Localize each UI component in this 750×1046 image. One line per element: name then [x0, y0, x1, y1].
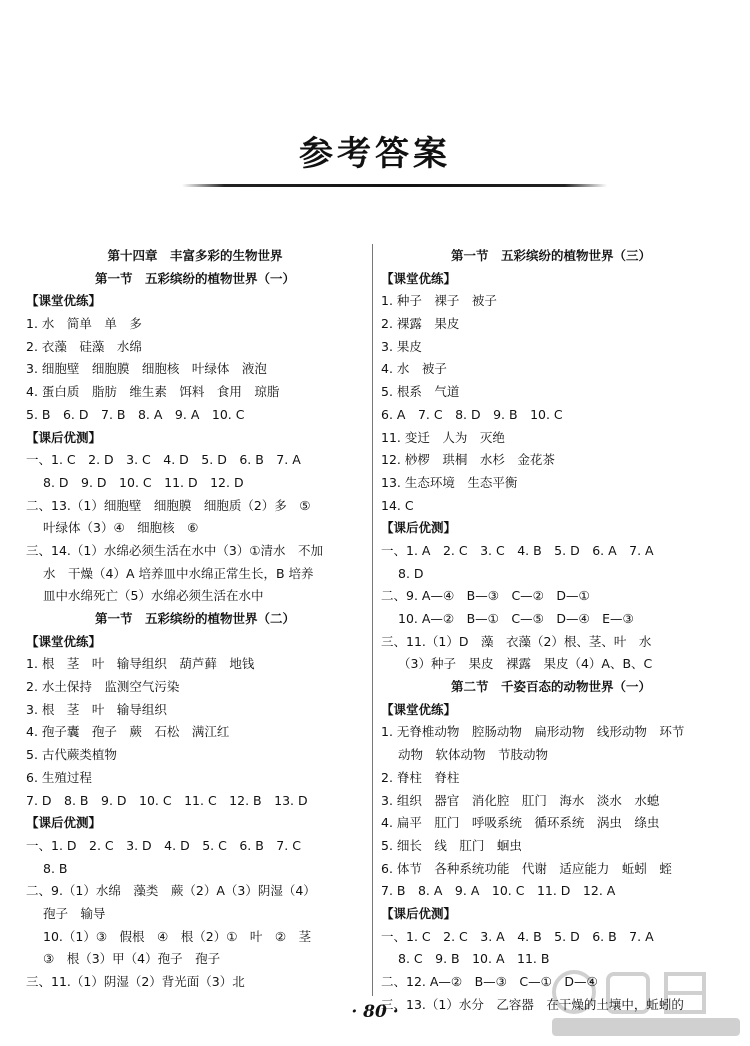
left-column: [26, 245, 364, 994]
right-answer-line: 7. B 8. A 9. A 10. C 11. D 12. A: [381, 883, 616, 899]
left-subheading: 【课后优测】: [26, 429, 102, 445]
right-answer-line: 5. 根系 气道: [381, 384, 460, 400]
left-answer-line: 水 干燥（4）A 培养皿中水绵正常生长，B 培养: [43, 565, 314, 581]
page-title: 参考答案: [299, 134, 451, 174]
left-subheading: 【课堂优练】: [26, 633, 102, 649]
right-subheading: 【课后优测】: [381, 520, 457, 536]
right-answer-line: 2. 裸露 果皮: [381, 316, 460, 332]
right-answer-line: 5. 细长 线 肛门 蛔虫: [381, 837, 522, 853]
left-answer-line: 1. 水 简单 单 多: [26, 316, 142, 332]
right-answer-line: 6. A 7. C 8. D 9. B 10. C: [381, 406, 563, 422]
left-section-heading: 第一节 五彩缤纷的植物世界（一）: [94, 270, 295, 286]
left-answer-line: 一、1. D 2. C 3. D 4. D 5. C 6. B 7. C: [26, 837, 301, 853]
right-answer-line: 一、1. A 2. C 3. C 4. B 5. D 6. A 7. A: [381, 542, 654, 558]
left-answer-line: 5. B 6. D 7. B 8. A 9. A 10. C: [26, 406, 245, 422]
left-answer-line: 孢子 输导: [43, 905, 106, 921]
right-answer-line: 12. 桫椤 珙桐 水杉 金花茶: [381, 452, 555, 468]
left-answer-line: 3. 细胞壁 细胞膜 细胞核 叶绿体 液泡: [26, 361, 267, 377]
right-subheading: 【课堂优练】: [381, 701, 457, 717]
left-answer-line: 10.（1）③ 假根 ④ 根（2）① 叶 ② 茎: [43, 928, 312, 944]
left-answer-line: 二、9.（1）水绵 藻类 蕨（2）A（3）阴湿（4）: [26, 883, 316, 899]
left-section-heading: 第十四章 丰富多彩的生物世界: [107, 248, 283, 263]
right-answer-line: 3. 果皮: [381, 338, 422, 354]
right-answer-line: 4. 水 被子: [381, 361, 447, 377]
left-answer-line: ③ 根（3）甲（4）孢子 孢子: [43, 951, 221, 967]
left-answer-line: 1. 根 茎 叶 输导组织 葫芦藓 地钱: [26, 656, 255, 672]
title-underline: [182, 184, 607, 187]
left-answer-line: 二、13.（1）细胞壁 细胞膜 细胞质（2）多 ⑤: [26, 497, 311, 513]
right-answer-line: 2. 脊柱 脊柱: [381, 769, 460, 785]
right-answer-line: 8. D: [398, 565, 424, 581]
column-divider: [372, 244, 373, 996]
left-answer-line: 5. 古代蕨类植物: [26, 747, 117, 763]
left-answer-line: 叶绿体（3）④ 细胞核 ⑥: [43, 520, 199, 536]
right-answer-line: 4. 扁平 肛门 呼吸系统 循环系统 涡虫 绦虫: [381, 815, 660, 831]
right-subheading: 【课后优测】: [381, 905, 457, 921]
right-subheading: 【课堂优练】: [381, 270, 457, 286]
right-answer-line: （3）种子 果皮 裸露 果皮（4）A、B、C: [398, 656, 653, 672]
left-answer-line: 8. D 9. D 10. C 11. D 12. D: [43, 474, 244, 490]
left-answer-line: 3. 根 茎 叶 输导组织: [26, 701, 167, 717]
right-answer-line: 二、9. A—④ B—③ C—② D—①: [381, 588, 590, 604]
left-answer-line: 6. 生殖过程: [26, 769, 92, 785]
left-subheading: 【课堂优练】: [26, 293, 102, 309]
right-answer-line: 三、11.（1）D 藻 衣藻（2）根、茎、叶 水: [381, 633, 652, 649]
right-answer-line: 14. C: [381, 497, 414, 513]
page-number: · 80 ·: [351, 1002, 399, 1022]
right-answer-line: 10. A—② B—① C—⑤ D—④ E—③: [398, 611, 634, 626]
right-answer-line: 1. 种子 裸子 被子: [381, 293, 497, 309]
right-answer-line: 动物 软体动物 节肢动物: [398, 747, 549, 763]
right-answer-line: 8. C 9. B 10. A 11. B: [398, 951, 550, 967]
left-section-heading: 第一节 五彩缤纷的植物世界（二）: [94, 611, 295, 626]
right-section-heading: 第二节 千姿百态的动物世界（一）: [450, 679, 651, 695]
left-answer-line: 一、1. C 2. D 3. C 4. D 5. D 6. B 7. A: [26, 452, 301, 468]
right-answer-line: 6. 体节 各种系统功能 代谢 适应能力 蚯蚓 蛭: [381, 860, 672, 876]
right-answer-line: 11. 变迁 人为 灭绝: [381, 429, 505, 445]
right-answer-line: 13. 生态环境 生态平衡: [381, 474, 518, 490]
left-answer-line: 4. 孢子囊 孢子 蕨 石松 满江红: [26, 724, 230, 740]
right-answer-line: 3. 组织 器官 消化腔 肛门 海水 淡水 水螅: [381, 792, 660, 808]
right-section-heading: 第一节 五彩缤纷的植物世界（三）: [450, 248, 651, 263]
left-answer-line: 4. 蛋白质 脂肪 维生素 饵料 食用 琼脂: [26, 384, 280, 400]
right-column: [381, 245, 721, 1016]
right-answer-line: 三、13.（1）水分 乙容器 在干燥的土壤中，蚯蚓的: [381, 996, 684, 1012]
left-subheading: 【课后优测】: [26, 815, 102, 831]
right-answer-line: 二、12. A—② B—③ C—① D—④: [381, 974, 598, 989]
left-answer-line: 2. 衣藻 硅藻 水绵: [26, 338, 142, 354]
left-answer-line: 7. D 8. B 9. D 10. C 11. C 12. B 13. D: [26, 792, 308, 808]
left-answer-line: 三、14.（1）水绵必须生活在水中（3）①清水 不加: [26, 542, 323, 558]
left-answer-line: 皿中水绵死亡（5）水绵必须生活在水中: [43, 588, 264, 604]
watermark-logo-icon: [546, 962, 746, 1040]
left-answer-line: 三、11.（1）阴湿（2）背光面（3）北: [26, 974, 245, 989]
left-answer-line: 8. B: [43, 860, 68, 876]
right-answer-line: 一、1. C 2. C 3. A 4. B 5. D 6. B 7. A: [381, 928, 654, 944]
right-answer-line: 1. 无脊椎动物 腔肠动物 扁形动物 线形动物 环节: [381, 724, 685, 740]
left-answer-line: 2. 水土保持 监测空气污染: [26, 679, 180, 695]
